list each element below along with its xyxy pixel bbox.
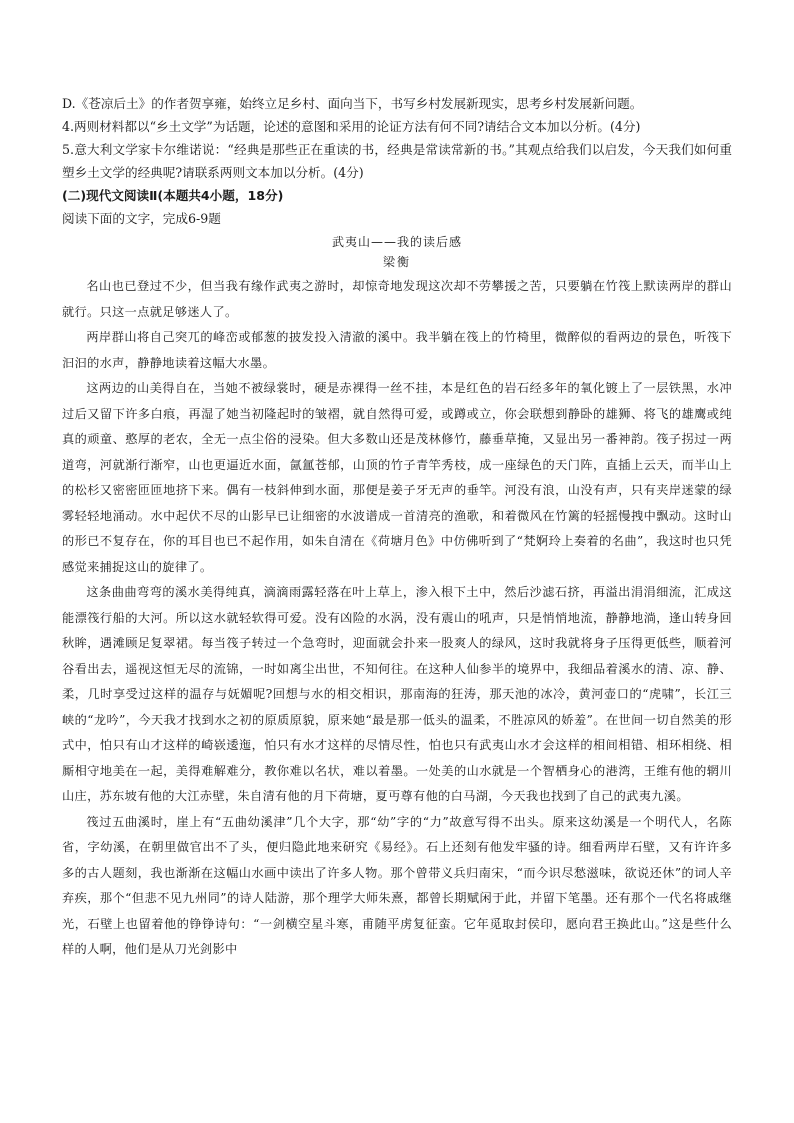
section-heading: (二)现代文阅读Ⅱ(本题共4小题，18分) [62, 188, 284, 203]
article-paragraph: 这条曲曲弯弯的溪水美得纯真，滴滴雨露轻落在叶上草上，渗入根下土中，然后沙滤石挤，再溢出涓涓细流，汇成这能漂筏行船的大河。所以这水就轻软得可爱。没有凶险的水涡，没有震山的吼声，只是悄悄地流，静静地淌，逢山转身回秋眸，遇滩顾足复翠裙。每当筏子转过一个急弯时，迎面就会扑来一股爽人的绿风，这时我就将身子压得更低些，顺着河谷看出去，遥视这恒无尽的流锦，一时如离尘出世，不知何往。在这种人仙参半的境界中，我细品着溪水的清、凉、静、柔，几时享受过这样的温存与妩媚呢?回想与水的相交相识，那南海的狂涛，那天池的冰冷，黄河壶口的“虎啸”，长江三峡的“龙吟”，今天我才找到水之初的原质原貌，原来她“最是那一低头的温柔，不胜凉风的娇羞”。在世间一切自然美的形式中，怕只有山才这样的崎嵚逶迤，怕只有水才这样的尽情尽性，怕也只有武夷山水才会这样的相间相错、相环相绕、相厮相守地美在一起，美得难解难分，教你难以名状，难以着墨。一处美的山水就是一个智栖身心的港湾，王维有他的辋川山庄，苏东坡有他的大江赤壁，朱自清有他的月下荷塘，夏丏尊有他的白马湖，今天我也找到了自己的武夷九溪。 [62, 585, 732, 803]
article-paragraph: 这两边的山美得自在，当她不被绿裳时，硬是赤裸得一丝不挂，本是红色的岩石经多年的氧化镀上了一层铁黑，水冲过后又留下许多白痕，再湿了她当初隆起时的皱褶，就自然得可爱，或蹲或立，你会联想到静卧的雄狮、将飞的雄鹰或纯真的顽童、憨厚的老农，全无一点尘俗的浸染。但大多数山还是茂林修竹，藤垂草掩，又显出另一番神韵。筏子拐过一两道弯，河就渐行渐窄，山也更逼近水面，氤氲苍郁，山顶的竹子青竿秀枝，成一座绿色的天门阵，直插上云天，而半山上的松杉又密密匝匝地挤下来。偶有一枝斜伸到水面，那便是姜子牙无声的垂竿。河没有浪，山没有声，只有夹岸迷蒙的绿雾轻轻地涌动。水中起伏不尽的山影早已让细密的水波谱成一首清亮的渔歌，和着微风在竹篱的轻摇慢拽中飘动。这时山的形已不复存在，你的耳目也已不起作用，如朱自清在《荷塘月色》中仿佛听到了“梵婀玲上奏着的名曲”，我这时也只凭感觉来捕捉这山的旋律了。 [62, 381, 732, 574]
question-5: 5.意大利文学家卡尔维诺说：“经典是那些正在重读的书，经典是常读常新的书。”其观点给我们以启发，今天我们如何重塑乡土文学的经典呢?请联系两则文本加以分析。(4分) [62, 142, 732, 180]
article-paragraph: 名山也已登过不少，但当我有缘作武夷之游时，却惊奇地发现这次却不劳攀援之苦，只要躺在竹筏上默读两岸的群山就行。只这一点就足够迷人了。 [62, 279, 732, 319]
option-d: D.《苍凉后土》的作者贺享雍，始终立足乡村、面向当下，书写乡村发展新现实，思考乡村发展新问题。 [62, 96, 643, 111]
article-paragraph: 两岸群山将自己突兀的峰峦或郁葱的披发投入清澈的溪中。我半躺在筏上的竹椅里，微醉似的看两边的景色，听筏下汩汩的水声，静静地读着这幅大水墨。 [62, 330, 732, 370]
article-paragraph: 筏过五曲溪时，崖上有“五曲幼溪津”几个大字，那“幼”字的“力”故意写得不出头。原来这幼溪是一个明代人，名陈省，字幼溪，在朝里做官出不了头，便归隐此地来研究《易经》。石上还刻有他发牢骚的诗。细看两岸石壁，又有许许多多的古人题刻，我也渐渐在这幅山水画中读出了许多人物。那个曾带义兵归南宋，“而今识尽愁滋味，欲说还休”的词人辛弃疾，那个“但悲不见九州同”的诗人陆游，那个理学大师朱熹，都曾长期赋闲于此，并留下笔墨。还有那个一代名将戚继光，石壁上也留着他的铮铮诗句：“一剑横空星斗寒，甫随平虏复征蛮。它年觅取封侯印，愿向君王换此山。”这是些什么样的人啊，他们是从刀光剑影中 [62, 814, 732, 956]
article-title: 武夷山——我的读后感 [331, 235, 462, 249]
question-4: 4.两则材料都以“乡土文学”为话题，论述的意图和采用的论证方法有何不同?请结合文本加以分析。(4分) [62, 119, 641, 134]
article-author: 梁衡 [382, 255, 411, 269]
section-instruction: 阅读下面的文字，完成6-9题 [62, 211, 221, 226]
